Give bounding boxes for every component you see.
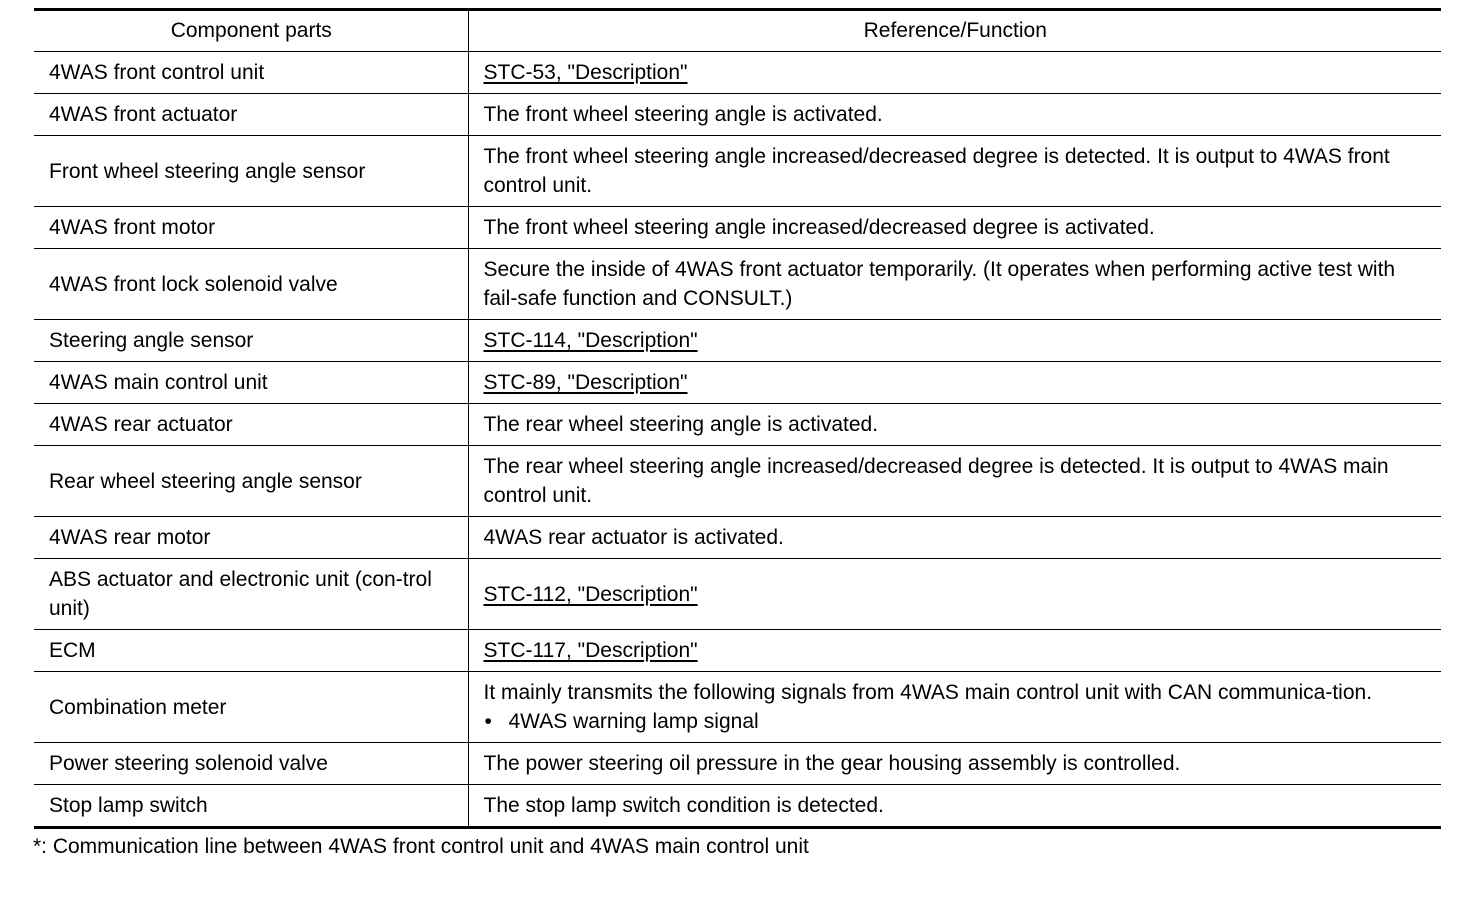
reference-function-cell [468, 743, 1441, 785]
table-row [34, 249, 1441, 320]
table-row [34, 207, 1441, 249]
table-row [34, 672, 1441, 743]
component-parts-table [34, 8, 1441, 829]
reference-function-cell [468, 785, 1441, 828]
column-header-reference-function: Reference/Function [863, 19, 1047, 42]
reference-link[interactable]: STC-112, "Description" [483, 582, 698, 606]
function-text: The front wheel steering angle increased/decreased degree is detected. It is output to 4WAS front control unit. [483, 145, 1390, 197]
component-part-cell: Rear wheel steering angle sensor [34, 446, 468, 517]
table-row [34, 404, 1441, 446]
reference-function-cell [468, 94, 1441, 136]
column-header-component-parts: Component parts [34, 10, 468, 52]
reference-function-cell [468, 404, 1441, 446]
component-part-cell: Combination meter [34, 672, 468, 743]
table-row [34, 446, 1441, 517]
reference-link[interactable]: STC-89, "Description" [483, 371, 688, 394]
table-row [34, 785, 1441, 828]
bullet-text: 4WAS warning lamp signal [508, 710, 759, 733]
component-part-cell: Power steering solenoid valve [34, 743, 468, 785]
component-part-cell: 4WAS front control unit [34, 52, 468, 94]
table-row [34, 559, 1441, 630]
reference-function-cell [468, 672, 1441, 743]
component-part-cell: ECM [34, 630, 468, 672]
component-part-cell: 4WAS main control unit [34, 362, 468, 404]
function-text: The front wheel steering angle is activated. [483, 103, 883, 126]
component-part-cell: ABS actuator and electronic unit (con-trol unit) [34, 559, 468, 630]
component-part-cell: Steering angle sensor [34, 320, 468, 362]
component-part-cell: 4WAS front actuator [34, 94, 468, 136]
function-text: Secure the inside of 4WAS front actuator temporarily. (It operates when performing active test with fail-safe function and CONSULT.) [483, 258, 1396, 310]
reference-function-cell [468, 517, 1441, 559]
reference-link[interactable]: STC-114, "Description" [483, 329, 698, 352]
reference-function-cell [468, 136, 1441, 207]
reference-function-cell [468, 362, 1441, 404]
function-text: The stop lamp switch condition is detected. [483, 794, 884, 817]
table-row [34, 52, 1441, 94]
component-part-cell: Front wheel steering angle sensor [34, 136, 468, 207]
reference-function-cell [468, 446, 1441, 517]
table-row [34, 362, 1441, 404]
table-row [34, 136, 1441, 207]
bullet-item [484, 707, 1428, 736]
function-text: The rear wheel steering angle is activated. [483, 413, 879, 436]
reference-link[interactable]: STC-53, "Description" [483, 61, 688, 84]
reference-function-cell [468, 249, 1441, 320]
function-text: It mainly transmits the following signals from 4WAS main control unit with CAN communica-tion. [483, 681, 1373, 704]
table-row [34, 320, 1441, 362]
table-row [34, 630, 1441, 672]
footnote: *: Communication line between 4WAS front control unit and 4WAS main control unit [33, 835, 809, 858]
reference-function-cell [468, 52, 1441, 94]
table-row [34, 743, 1441, 785]
component-part-cell: 4WAS front lock solenoid valve [34, 249, 468, 320]
reference-function-cell [468, 630, 1441, 672]
bullet-icon: • [484, 710, 492, 733]
function-text: The power steering oil pressure in the gear housing assembly is controlled. [483, 752, 1181, 775]
table-body [34, 52, 1441, 828]
reference-function-cell [468, 207, 1441, 249]
function-text: 4WAS rear actuator is activated. [483, 526, 784, 549]
component-part-cell: 4WAS rear motor [34, 517, 468, 559]
reference-link[interactable]: STC-117, "Description" [483, 639, 698, 662]
table-row [34, 94, 1441, 136]
component-part-cell: 4WAS rear actuator [34, 404, 468, 446]
reference-function-cell [468, 320, 1441, 362]
document-page [34, 8, 1441, 861]
function-text: The rear wheel steering angle increased/decreased degree is detected. It is output to 4WAS main control unit. [483, 455, 1389, 507]
reference-function-cell [468, 559, 1441, 630]
table-header-row [34, 10, 1441, 52]
function-text: The front wheel steering angle increased/decreased degree is activated. [483, 216, 1155, 239]
table-row [34, 517, 1441, 559]
component-part-cell: 4WAS front motor [34, 207, 468, 249]
component-part-cell: Stop lamp switch [34, 785, 468, 828]
